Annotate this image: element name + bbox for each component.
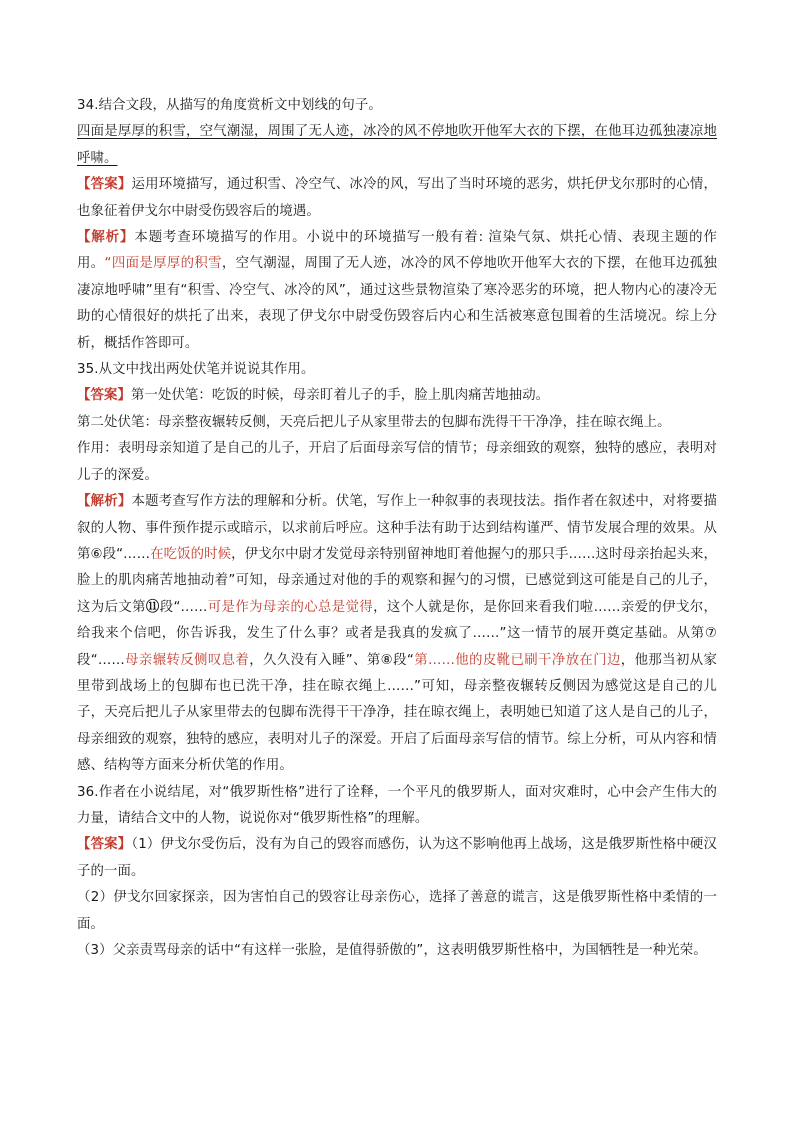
quote-highlight: 第……他的皮靴已刷干净放在门边 (413, 652, 621, 668)
answer-tag: 【答案】 (77, 388, 131, 404)
answer-tag: 【答案】 (77, 177, 132, 193)
answer-35 (77, 383, 717, 409)
question-36-title: 36.作者在小说结尾，对“俄罗斯性格”进行了诠释，一个平凡的俄罗斯人，面对灾难时，心中会产生伟大的力量，请结合文中的人物，说说你对“俄罗斯性格”的理解。 (77, 784, 717, 826)
answer-36-item-2: （2）伊戈尔回家探亲，因为害怕自己的毁容让母亲伤心，选择了善意的谎言，这是俄罗斯性格中柔情的一面。 (77, 890, 717, 932)
answer-text: 运用环境描写，通过积雪、冷空气、冰冷的风，写出了当时环境的恶劣，烘托伊戈尔那时的心情，也象征着伊戈尔中尉受伤毁容后的境遇。 (77, 177, 717, 219)
analysis-text: ，久久没有入睡”、第⑧段“ (249, 652, 414, 668)
underlined-sentence: 四面是厚厚的积雪，空气潮湿，周围了无人迹，冰冷的风不停地吹开他军大衣的下摆，在他耳边孤独凄凉地呼啸。 (77, 124, 717, 166)
analysis-text: ，这个人就是你，是你回来看我们啦……亲爱的伊戈尔，给我来个信吧，你告诉我，发生了什么事？或者是我真的发疯了……”这一情节的展开奠定基础。从第⑦段“…… (77, 599, 718, 668)
analysis-text: 本题考查环境描写的作用。小说中的环境描写一般有着: 渲染气氛、烘托心情、表现主题的作用。 (77, 230, 717, 272)
analysis-quote-highlight: “四面是厚厚的积雪 (104, 256, 222, 272)
analysis-35 (77, 489, 717, 779)
quote-highlight: 母亲辗转反侧叹息着 (124, 652, 250, 668)
answer-34 (77, 172, 717, 225)
analysis-tag: 【解析】 (77, 494, 132, 510)
answer-text: （1）伊戈尔受伤后，没有为自己的毁容而感伤，认为这不影响他再上战场，这是俄罗斯性格中硬汉子的一面。 (77, 837, 717, 879)
answer-36 (77, 832, 717, 885)
analysis-tag: 【解析】 (77, 230, 135, 246)
analysis-text: ，他那当初从家里带到战场上的包脚布也已洗干净，挂在晾衣绳上……”可知，母亲整夜辗转反侧因为感觉这是自己的儿子，天亮后把儿子从家里带去的包脚布洗得干干净净，挂在晾衣绳上，表明她已知道了这人是自己的儿子，母亲细致的观察，独特的感应，表明对儿子的深爱。开启了后面母亲写信的情节。综上分析，可从内容和情感、结构等方面来分析伏笔的作用。 (77, 652, 718, 774)
analysis-text: 段“…… (159, 599, 208, 615)
answer-35-line-3: 作用：表明母亲知道了是自己的儿子，开启了后面母亲写信的情节；母亲细致的观察，独特的感应，表明对儿子的深爱。 (77, 441, 717, 483)
quote-highlight: 在吃饭的时候 (150, 546, 232, 562)
question-34-title: 34.结合文段，从描写的角度赏析文中划线的句子。 (77, 98, 382, 113)
analysis-text: 本题考查写作方法的理解和分析。伏笔，写作上一种叙事的表现技法。指作者在叙述中，对将要描叙的人物、事件预作提示或暗示，以求前后呼应。这种手法有助于达到结构谨严、情节发展合理的效果。从第⑥段“…… (77, 494, 717, 562)
answer-36-item-3: （3）父亲责骂母亲的话中“有这样一张脸，是值得骄傲的”，这表明俄罗斯性格中，为国牺牲是一种光荣。 (77, 943, 707, 958)
quote-highlight: 可是作为母亲的心总是觉得 (207, 599, 374, 615)
answer-text: 第一处伏笔：吃饭的时候，母亲盯着儿子的手，脸上肌肉痛苦地抽动。 (130, 388, 550, 404)
analysis-34 (77, 225, 717, 357)
answer-35-line-2: 第二处伏笔：母亲整夜辗转反侧，天亮后把儿子从家里带去的包脚布洗得干干净净，挂在晾衣绳上。 (77, 414, 671, 430)
analysis-text: ，伊戈尔中尉才发觉母亲特别留神地盯着他握勺的那只手……这时母亲抬起头来，脸上的肌肉痛苦地抽动着”可知，母亲通过对他的手的观察和握勺的习惯，已感觉到这可能是自己的儿子，这为后文第 (77, 546, 717, 615)
analysis-text: ，空气潮湿，周围了无人迹，冰冷的风不停地吹开他军大衣的下摆，在他耳边孤独凄凉地呼啸”里有“积雪、冷空气、冰冷的风”，通过这些景物渲染了寒冷恶劣的环境，把人物内心的凄冷无助的心情很好的烘托了出来，表现了伊戈尔中尉受伤毁容后内心和生活被寒意包围着的生活境况。综上分析，概括作答即可。 (77, 256, 717, 351)
document-body (77, 93, 717, 964)
paragraph-number-11: ⑪ (145, 599, 160, 615)
question-35-title: 35.从文中找出两处伏笔并说说其作用。 (77, 362, 315, 378)
answer-tag: 【答案】 (77, 837, 132, 853)
